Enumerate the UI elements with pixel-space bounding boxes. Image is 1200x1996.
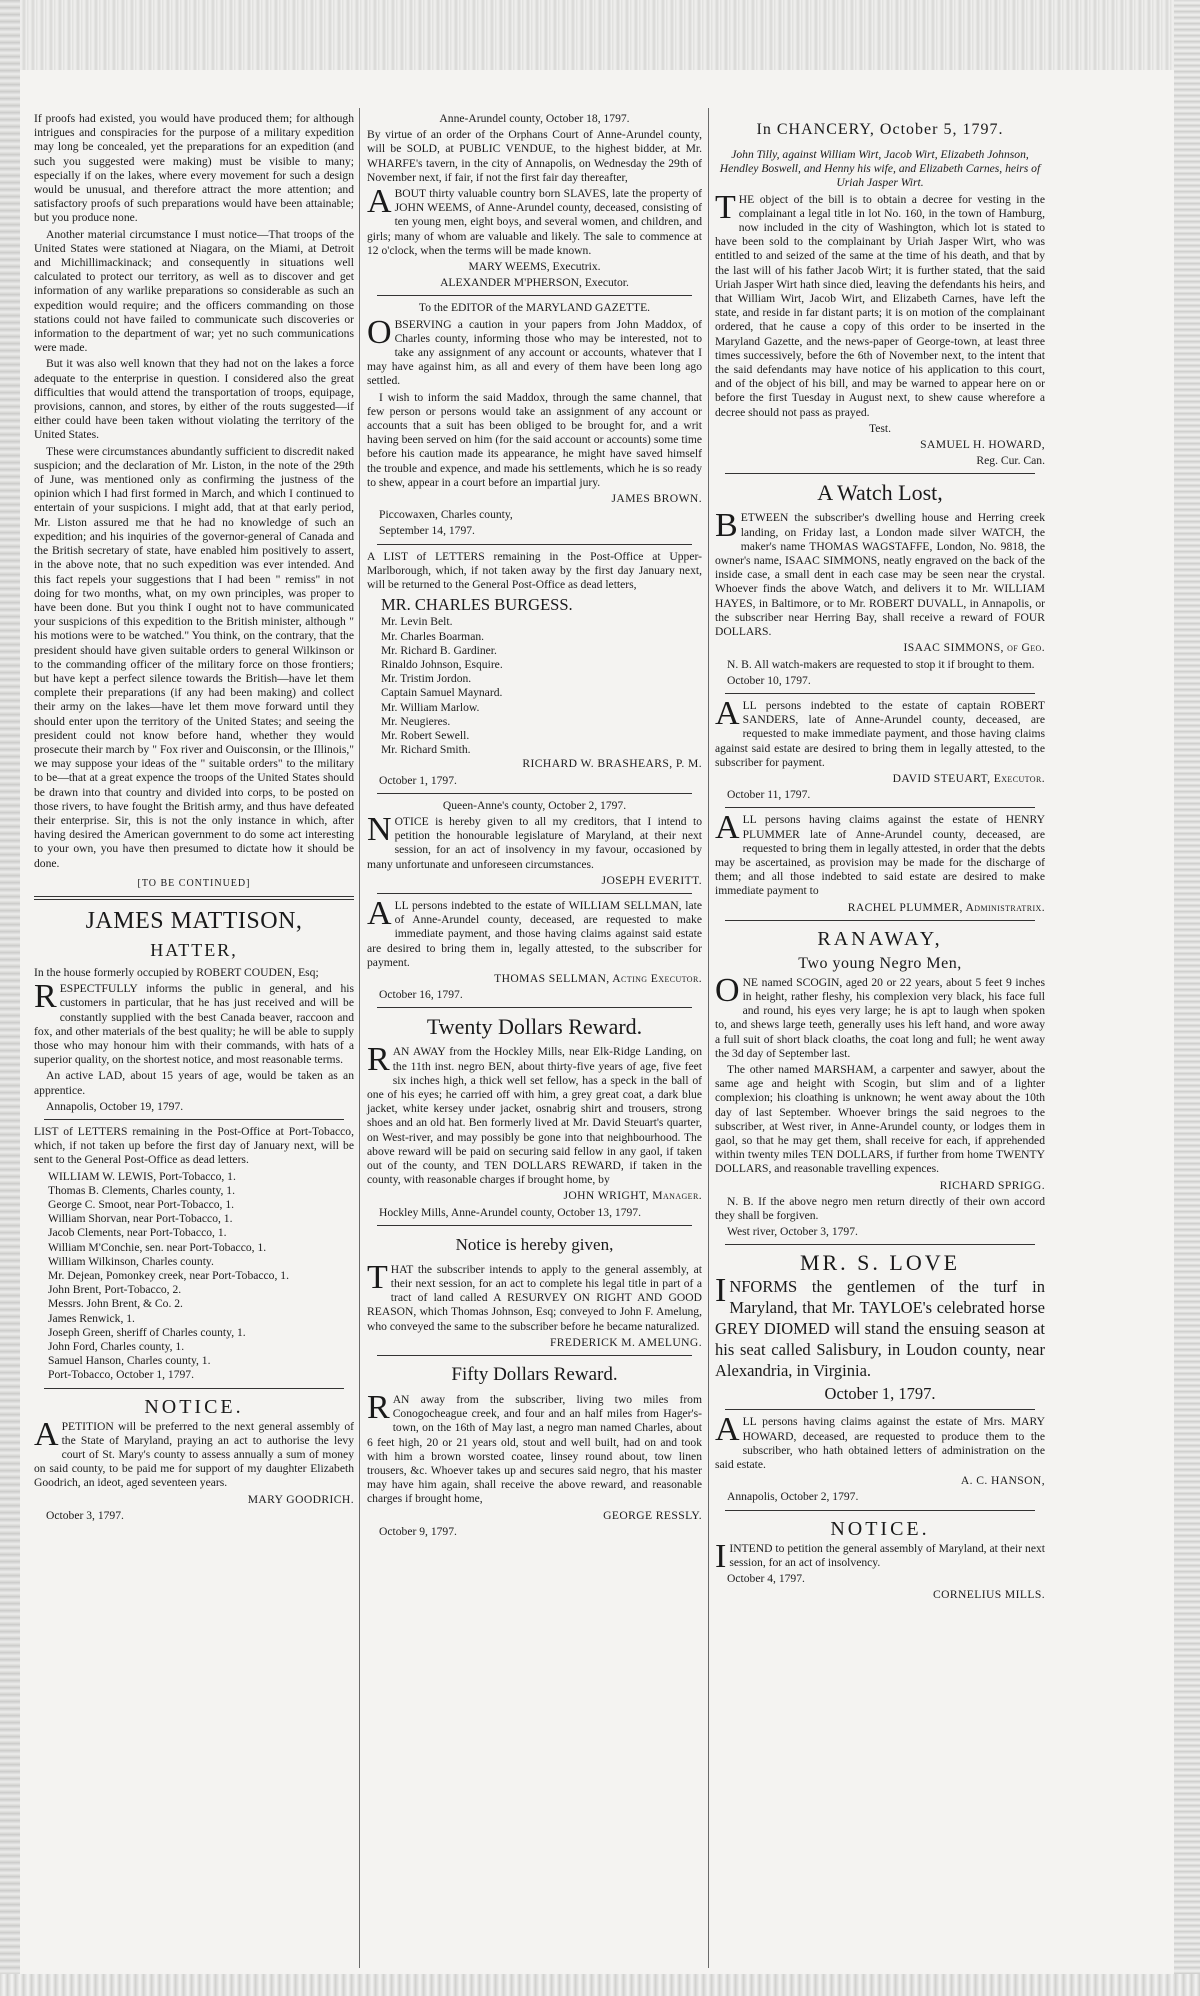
article-paragraph: But it was also well known that they had not on the lakes a force adequate to the enterprise in question. I considered also the great difficulties that would attend the transportation of troops, equipage, provisions, cannon, and stores, by either of the routs suggested—if either could have been taken without violating the territory of the United States.: [34, 357, 354, 442]
divider: [44, 1388, 344, 1389]
mills-signature: CORNELIUS MILLS.: [932, 1588, 1045, 1602]
column-rule-2: [708, 108, 709, 1968]
ad-ranaway: [715, 926, 1045, 1240]
divider: [377, 544, 692, 545]
fifty-heading: Fifty Dollars Reward.: [451, 1364, 618, 1386]
ad-weems-sale: [367, 112, 702, 290]
ad-mills: [715, 1516, 1045, 1603]
ad-chancery: [715, 116, 1045, 468]
letter-entry: George C. Smoot, near Port-Tobacco, 1.: [48, 1198, 235, 1212]
notice-body: APETITION will be preferred to the next general assembly of the State of Maryland, praying an act to authorise the levy court of St. Mary's county to assess annually a sum of money on said county, to be paid me for support of my daughter Elizabeth Goodrich, an ideot, aged seventeen years.: [34, 1415, 354, 1490]
divider: [725, 473, 1035, 474]
letter-entry: John Brent, Port-Tobacco, 2.: [48, 1283, 182, 1297]
divider: [34, 896, 354, 900]
ad-mattison-body: RESPECTFULLY informs the public in general, and his customers in particular, that he has just received and will be constantly supplied with the best Canada beaver, raccoon and fox, and other materials of the best quality; he will be able to supply those who may honour him with their commands, with hats of a superior quality, on the shortest notice, and most reasonable terms.: [34, 978, 354, 1067]
letter-to-editor: [367, 301, 702, 538]
letter-entry: Joseph Green, sheriff of Charles county, 1.: [48, 1325, 246, 1339]
letter-entry: Thomas B. Clements, Charles county, 1.: [48, 1183, 235, 1197]
letter-entry: Mr. William Marlow.: [381, 700, 480, 714]
ad-goodrich-notice: [34, 1394, 354, 1523]
notice-signature: MARY GOODRICH.: [247, 1492, 354, 1506]
weems-body: ABOUT thirty valuable country born SLAVES, late the property of JOHN WEEMS, of Anne-Arundel county, deceased, consisting of ten young men, eight boys, and several women, and children, and girls; many of whom are valuable and likely. The sale to commence at 12 o'clock, when the terms will be made known.: [367, 183, 702, 257]
letter-entry: James Renwick, 1.: [48, 1311, 135, 1325]
brown-paragraph-2: I wish to inform the said Maddox, through the same channel, that few person or persons would take an assignment of any account or accounts that a suit has been obliged to be brought for, and a writ having been served on him (for the said account or accounts) some time before his caution made its appearance, he might have saved himself the trouble and expence, and made his settlements, which he is so ready to shew, appear in a court before an impartial jury.: [367, 390, 702, 489]
letter-entry: MR. CHARLES BURGESS.: [381, 595, 573, 615]
column-1: [34, 112, 354, 1525]
letter-entry: Mr. Charles Boarman.: [381, 629, 485, 643]
plummer-body: ALL persons having claims against the estate of HENRY PLUMMER late of Anne-Arundel county, deceased, are requested to bring them in legally attested, in order that the debts may be ascertained, as provision may be made for the discharge of them; and all those indebted to said estate are desired to make immediate payment to: [715, 809, 1045, 898]
scan-edge-top: [0, 0, 1200, 70]
love-body: INFORMS the gentlemen of the turf in Maryland, that Mr. TAYLOE's celebrated horse GREY DIOMED will stand the ensuing season at his seat called Salisbury, in Loudon county, near Alexandria, in Virginia.: [715, 1272, 1045, 1381]
letter-entry: Mr. Richard B. Gardiner.: [381, 643, 497, 657]
ad-everitt: [367, 799, 702, 888]
chancery-signature: SAMUEL H. HOWARD,: [920, 438, 1045, 452]
ad-sanders: [715, 694, 1045, 802]
chancery-parties: John Tilly, against William Wirt, Jacob Wirt, Elizabeth Johnson, Hendley Boswell, and Henny his wife, and Elizabeth Carnes, heirs of Uriah Jasper Wirt.: [719, 148, 1041, 190]
ad-love: [715, 1250, 1045, 1404]
divider: [377, 893, 692, 894]
ad-howard: [715, 1411, 1045, 1504]
ad-mattison-lad: An active LAD, about 15 years of age, would be taken as an apprentice.: [34, 1069, 354, 1097]
sellman-body: ALL persons indebted to the estate of WILLIAM SELLMAN, late of Anne-Arundel county, deceased, are requested to make immediate payment, and those having claims against said estate are desired to bring them in, legally attested, to the subscriber for payment.: [367, 894, 702, 969]
letter-entry: Rinaldo Johnson, Esquire.: [381, 657, 503, 671]
twenty-body: RAN AWAY from the Hockley Mills, near Elk-Ridge Landing, on the 11th inst. negro BEN, about thirty-five years of age, five feet six inches high, a thick well set fellow, has a speck in the ball of one of his eyes; he carried off with him, a grey great coat, a dark blue jacket, white kersey under jacket, osnabrig shirt and trousers, strong shoes and an old hat. Ben formerly lived at Mr. David Steuart's quarter, on West-river, and may possibly be gone into that neighbourhood. The above reward will be paid on securing said fellow in any gaol, if taken out of the county, and TEN DOLLARS REWARD, if taken in the county, with reasonable charges if brought home, by: [367, 1041, 702, 1187]
ranaway-paragraph-2: The other named MARSHAM, a carpenter and sawyer, about the same age and height with Scogin, but slim and of a lighter complexion; his cloathing is unknown; he went away about the 10th day of last September. Whoever brings the said negroes to the subscriber, at West river, in Anne-Arundel county, or lodges them in gaol, so that he may get them, shall receive for each, if apprehended within twenty miles TEN DOLLARS, if further from home TWENTY DOLLARS, and reasonable travelling expences.: [715, 1062, 1045, 1176]
ad-twenty-dollars: [367, 1013, 702, 1219]
fifty-date: October 9, 1797.: [379, 1524, 457, 1538]
divider: [725, 1409, 1035, 1410]
weems-intro: By virtue of an order of the Orphans Court of Anne-Arundel county, will be SOLD, at PUBLIC VENDUE, to the highest bidder, at Mr. WHARFE's tavern, in the city of Annapolis, on Wednesday the 29th of November next, if fair, if not the first fair day thereafter,: [367, 128, 702, 184]
letters-heading: LIST of LETTERS remaining in the Post-Office at Port-Tobacco, which, if not taken up before the first day of January next, will be sent to the General Post-Office as dead letters.: [34, 1125, 354, 1167]
ranaway-heading: RANAWAY,: [817, 927, 943, 950]
ad-plummer: [715, 809, 1045, 914]
letter-entry: John Ford, Charles county, 1.: [48, 1340, 185, 1354]
letter-entry: William Shorvan, near Port-Tobacco, 1.: [48, 1212, 233, 1226]
ad-sellman: [367, 894, 702, 1002]
ad-amelung: [367, 1231, 702, 1350]
brown-date: September 14, 1797.: [379, 524, 475, 538]
brown-signature: JAMES BROWN.: [611, 492, 702, 506]
mills-heading: NOTICE.: [830, 1517, 930, 1540]
watch-signature: ISAAC SIMMONS, of Geo.: [903, 641, 1045, 655]
chancery-role: Reg. Cur. Can.: [976, 454, 1045, 468]
to-be-continued: [TO BE CONTINUED]: [137, 877, 251, 889]
howard-body: ALL persons having claims against the estate of Mrs. MARY HOWARD, deceased, are requested to produce them to the subscriber, who hath obtained letters of administration on the said estate.: [715, 1411, 1045, 1472]
letter-entry: Port-Tobacco, October 1, 1797.: [48, 1368, 195, 1382]
sanders-signature: DAVID STEUART, Executor.: [892, 771, 1045, 785]
letter-entry: Messrs. John Brent, & Co. 2.: [48, 1297, 183, 1311]
letter-entry: Captain Samuel Maynard.: [381, 686, 503, 700]
letter-entry: William M'Conchie, sen. near Port-Tobacco, 1.: [48, 1240, 267, 1254]
scan-edge-left: [0, 0, 20, 1996]
mills-date: October 4, 1797.: [727, 1572, 805, 1586]
watch-date: October 10, 1797.: [727, 673, 811, 687]
ad-mattison-trade: HATTER,: [150, 939, 238, 960]
letter-entry: Mr. Neugieres.: [381, 714, 451, 728]
twenty-heading: Twenty Dollars Reward.: [426, 1014, 643, 1040]
weems-dateline: Anne-Arundel county, October 18, 1797.: [439, 112, 630, 125]
ranaway-date: West river, October 3, 1797.: [727, 1225, 858, 1239]
divider: [725, 920, 1035, 921]
letter-entry: Mr. Richard Smith.: [381, 743, 471, 757]
divider: [377, 295, 692, 296]
editor-address: To the EDITOR of the MARYLAND GAZETTE.: [418, 301, 651, 315]
divider: [377, 1225, 692, 1226]
divider: [44, 1119, 344, 1120]
column-rule-1: [359, 108, 360, 1968]
divider: [725, 693, 1035, 694]
howard-date: Annapolis, October 2, 1797.: [727, 1490, 859, 1504]
chancery-test: Test.: [868, 421, 892, 435]
article-paragraph: If proofs had existed, you would have produced them; for although intrigues and conspiracies for the purpose of a military expedition may long be concealed, yet the preparations for an expedition (and such you suggested were making) must be visible to many; especially if on the lakes, where every movement for such a design would be unusual, and therefore attract the more attention; and satisfactory proofs of such preparations would have been attainable; but you produce none.: [34, 112, 354, 225]
letter-entry: Mr. Tristim Jordon.: [381, 672, 472, 686]
plummer-signature: RACHEL PLUMMER, Administratrix.: [847, 900, 1045, 914]
article-paragraph: Another material circumstance I must notice—That troops of the United States were stationed at Niagara, on the Miami, at Detroit and Michillimackinack; and consequently in situations well calculated to protect our territory, as well as to discover and get information of any warlike preparations so considerable as such an expedition would require; and the officers commanding on those stations could not have failed to communicate such discoveries or information to the department of war; yet no such communications were made.: [34, 227, 354, 355]
letter-entry: Jacob Clements, near Port-Tobacco, 1.: [48, 1226, 227, 1240]
everitt-signature: JOSEPH EVERITT.: [601, 873, 702, 887]
chancery-body: THE object of the bill is to obtain a decree for vesting in the complainant a legal title in lot No. 160, in the town of Hamburg, now included in the city of Washington, which lot is stated to have been sold to the complainant by Uriah Jasper Wirt, who was entitled to and seized of the same at the time of his death, and that by the last will of his father Jacob Wirt; it is further stated, that the said Uriah Jasper Wirt hath since died, leaving the defendants his heirs, and that William Wirt, Jacob Wirt, and Elizabeth Carnes, have left the state, and reside in far distant parts; it is on motion of the complainant ordered, that he cause a copy of this order to be inserted in the Maryland Gazette, and the news-paper of George-town, at least three times successively, before the 6th of November next, to the intent that the said defendants may have notice of his application to this court, and of the object of his bill, and may be warned to appear here on or before the first Tuesday in August next, to shew cause wherefore a decree should not pass as prayed.: [715, 188, 1045, 419]
fifty-body: RAN away from the subscriber, living two miles from Conogocheague creek, and four and an half miles from Hager's-town, on the 16th of May last, a negro man named Charles, about 6 feet high, 20 or 21 years old, stout and well built, had on and took with him a brown worsted coatee, linsey round about, tow linen trousers, &c. Whoever takes up and secures said negro, that his master may have him again, shall receive the above reward, and reasonable charges if brought home,: [367, 1389, 702, 1506]
love-heading: MR. S. LOVE: [799, 1250, 961, 1276]
letter-entry: Mr. Robert Sewell.: [381, 728, 470, 742]
twenty-place: Hockley Mills, Anne-Arundel county, October 13, 1797.: [379, 1205, 641, 1219]
divider: [377, 793, 692, 794]
sellman-date: October 16, 1797.: [379, 988, 463, 1002]
ranaway-nb: N. B. If the above negro men return directly of their own accord they shall be forgiven.: [715, 1194, 1045, 1222]
amelung-heading: Notice is hereby given,: [455, 1234, 614, 1254]
notice-date: October 3, 1797.: [46, 1508, 124, 1522]
everitt-dateline: Queen-Anne's county, October 2, 1797.: [442, 798, 627, 812]
twenty-signature: JOHN WRIGHT, Manager.: [563, 1189, 702, 1203]
watch-nb: N. B. All watch-makers are requested to stop it if brought to them.: [727, 657, 1035, 671]
article-continued: [34, 112, 354, 891]
scan-edge-right: [1174, 0, 1200, 1996]
sellman-signature: THOMAS SELLMAN, Acting Executor.: [494, 971, 702, 985]
letter-entry: Samuel Hanson, Charles county, 1.: [48, 1354, 211, 1368]
column-2: [367, 112, 702, 1541]
watch-heading: A Watch Lost,: [817, 480, 943, 506]
scan-edge-bottom: [0, 1974, 1200, 1996]
letters-list: [34, 1170, 354, 1383]
letters-list: [367, 594, 702, 757]
ad-mattison-date: Annapolis, October 19, 1797.: [46, 1099, 184, 1113]
brown-place: Piccowaxen, Charles county,: [379, 508, 513, 522]
letter-entry: Mr. Dejean, Pomonkey creek, near Port-Tobacco, 1.: [48, 1269, 289, 1283]
weems-signature-1: MARY WEEMS, Executrix.: [468, 260, 601, 274]
ad-mattison-name: JAMES MATTISON,: [85, 907, 303, 934]
letter-entry: William Wilkinson, Charles county.: [48, 1254, 214, 1268]
ad-mattison-place: In the house formerly occupied by ROBERT COUDEN, Esq;: [34, 965, 319, 979]
sanders-body: ALL persons indebted to the estate of captain ROBERT SANDERS, late of Anne-Arundel county, deceased, are requested to make immediate payment, and those having claims against said estate are desired to bring them in legally attested, to the subscriber for payment.: [715, 694, 1045, 769]
amelung-signature: FREDERICK M. AMELUNG.: [549, 1335, 702, 1349]
ad-watch-lost: [715, 479, 1045, 687]
weems-signature-2: ALEXANDER M'PHERSON, Executor.: [440, 276, 629, 290]
brown-paragraph-1: OBSERVING a caution in your papers from John Maddox, of Charles county, informing those who may be interested, not to take any assignment of any account or accounts, whatever that I may have against him, as all and every of them have been long ago settled.: [367, 313, 702, 388]
everitt-body: NOTICE is hereby given to all my creditors, that I intend to petition the honourable legislature of Maryland, at their next session, for an act of insolvency in my favour, occasioned by many unfortunate and unforeseen circumstances.: [367, 810, 702, 871]
article-paragraph: These were circumstances abundantly sufficient to discredit naked suspicion; and the declaration of Mr. Liston, in the note of the 29th of June, was mentioned only as confirming the justness of the opinion which I had first formed in March, and which I continued to entertain of your suspicions. I might add, that at that early period, Mr. Liston assured me that he had no knowledge of such an expedition; and his inquiries of the governor-general of Canada and the British secretary of state, have enabled him positively to assert, in the above note, that no such expedition was ever intended. And this fact repels your suggestions that I had been " remiss" in not doing for two months, what, on my own principles, was proper to have been done. But you think I ought not to have communicated your suspicions of this expedition to the British minister, although " his motions were to be watched." You think, on the contrary, that the president should have given suitable orders to general Wilkinson or to the commanding officer of the military force on those frontiers; but have kept a perfect silence towards the British—have let them complete their preparations (if any had been making) and collect their army on the lakes—have let them move forward until they should enter upon the territory of the United States; and seeing the president could not know before hand, whether they would prosecute their march by " Fox river and Ouisconsin, or the Illinois," we may suppose your ideas of the " suitable orders" to the military to be—that at a great expence the troops of the United States should be drawn into that country and divided into corps, to be posted on those rivers, to have fought the British army, and thus have defeated their enterprise. Sir, this is not the only instance in which, after having desired the American government to do some act interesting to your own, you have then presumed to dictate how it should be done.: [34, 444, 354, 870]
notice-heading: NOTICE.: [144, 1395, 244, 1418]
chancery-heading: In CHANCERY, October 5, 1797.: [756, 121, 1004, 138]
letters-date: October 1, 1797.: [379, 773, 457, 787]
ranaway-paragraph-1: ONE named SCOGIN, aged 20 or 22 years, about 5 feet 9 inches in height, rather fleshy, his complexion very black, his face full and round, his eyes very large; he is apt to laugh when spoken to, and shews large teeth, generally uses his left hand, and wore away a full suit of short black cloaths, the coat long and full; he went away the 3d day of September last.: [715, 971, 1045, 1060]
divider: [725, 807, 1035, 808]
postmaster-signature: RICHARD W. BRASHEARS, P. M.: [522, 757, 702, 771]
divider: [725, 1510, 1035, 1511]
ranaway-subheading: Two young Negro Men,: [798, 954, 962, 972]
sanders-date: October 11, 1797.: [727, 788, 811, 802]
letter-entry: Mr. Levin Belt.: [381, 615, 453, 629]
divider: [725, 1244, 1035, 1245]
letter-entry: WILLIAM W. LEWIS, Port-Tobacco, 1.: [48, 1169, 236, 1183]
love-date: October 1, 1797.: [824, 1384, 936, 1404]
ad-mattison: [34, 906, 354, 1114]
ad-letters-marlborough: [367, 550, 702, 788]
ad-fifty-dollars: [367, 1361, 702, 1539]
ranaway-signature: RICHARD SPRIGG.: [939, 1178, 1045, 1192]
fifty-signature: GEORGE RESSLY.: [603, 1508, 702, 1522]
ad-letters-port-tobacco: [34, 1125, 354, 1383]
mills-body: IINTEND to petition the general assembly of Maryland, at their next session, for an act of insolvency.: [715, 1537, 1045, 1575]
howard-signature: A. C. HANSON,: [960, 1474, 1045, 1488]
watch-body: BETWEEN the subscriber's dwelling house and Herring creek landing, on Friday last, a London made silver WATCH, the maker's name THOMAS WAGSTAFFE, London, No. 9818, the owner's name, ISAAC SIMMONS, neatly engraved on the back of the inside case, a small dent in each case may be seen near the crystal. Whoever finds the above Watch, and delivers it to Mr. WILLIAM HAYES, in Baltimore, or to Mr. ROBERT DUVALL, in Annapolis, or the subscriber near Herring Bay, shall receive a reward of FOUR DOLLARS.: [715, 507, 1045, 639]
divider: [377, 1007, 692, 1008]
divider: [377, 1355, 692, 1356]
letters-heading: A LIST of LETTERS remaining in the Post-Office at Upper-Marlborough, which, if not taken away by the first day January next, will be returned to the General Post-Office as dead letters,: [367, 549, 702, 592]
column-3: [715, 112, 1045, 1604]
amelung-body: THAT the subscriber intends to apply to the general assembly, at their next session, for an act to complete his legal title in part of a tract of land called A RESURVEY ON RIGHT AND GOOD REASON, which Thomas Johnson, Esq; conveyed to John F. Amelung, who conveyed the same to the subscriber before he became naturalized.: [367, 1258, 702, 1333]
